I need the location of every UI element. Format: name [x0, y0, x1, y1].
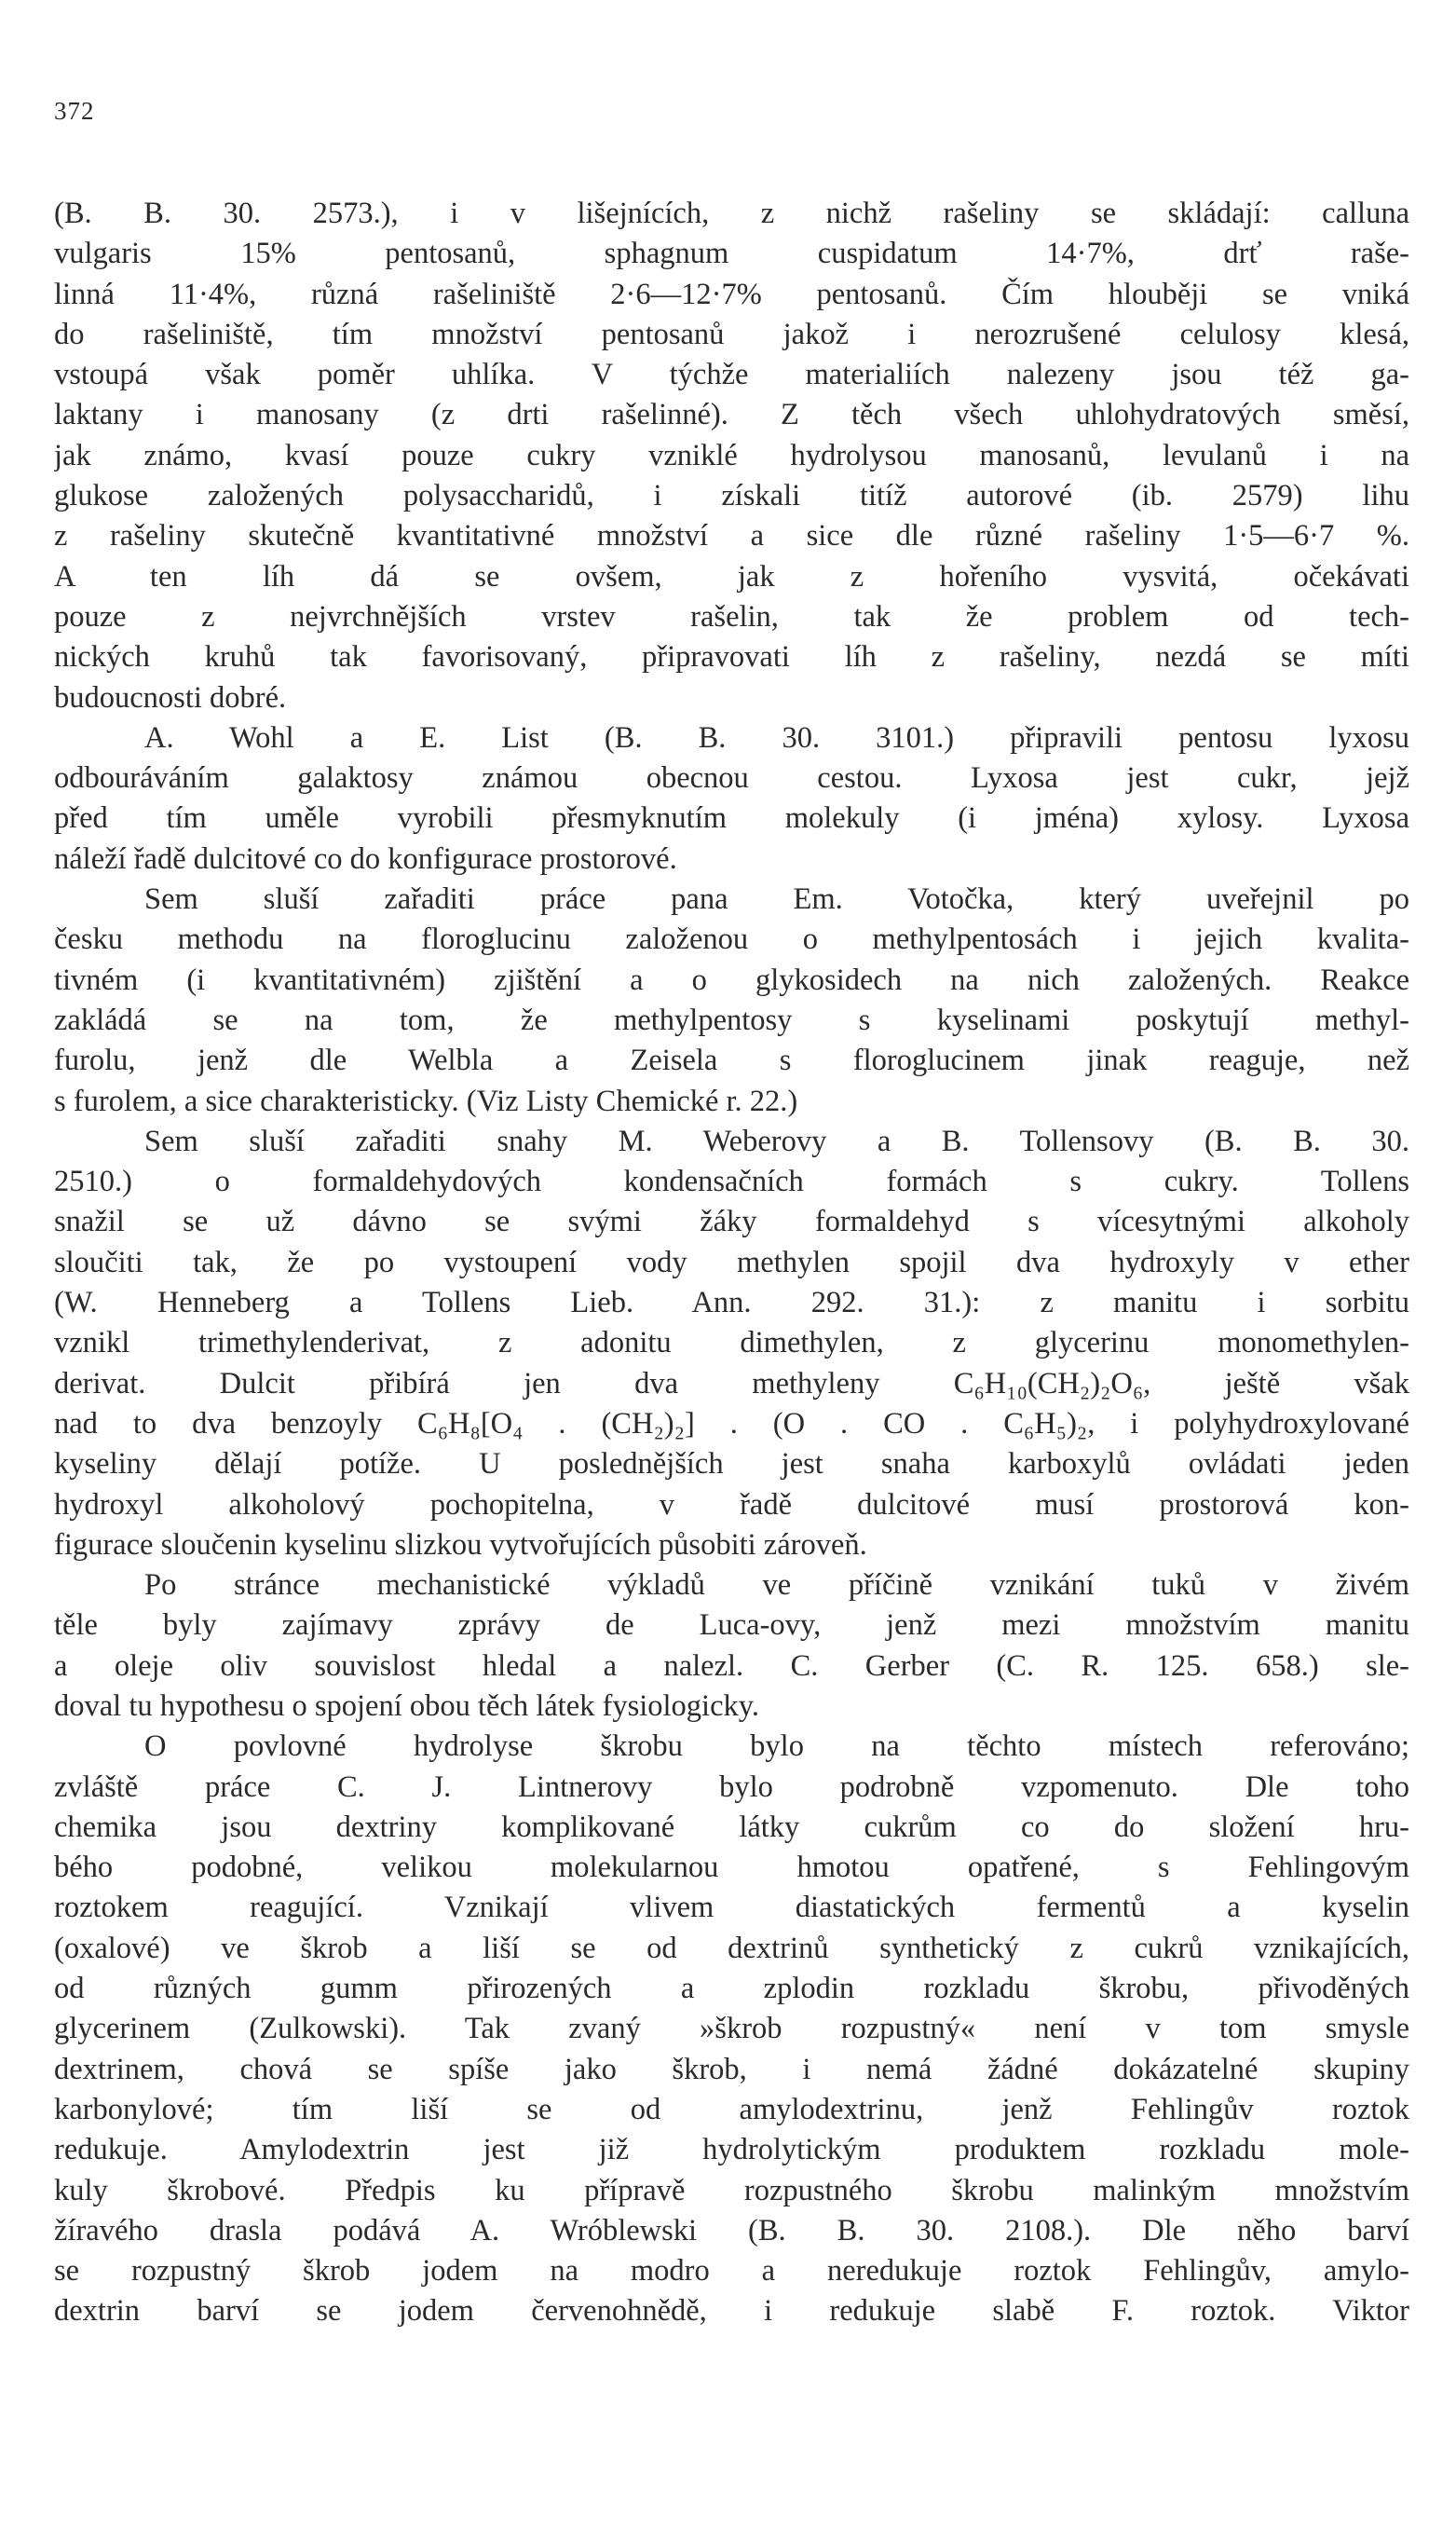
text-line: Sem sluší zařaditi snahy M. Weberovy a B. Tollensovy (B. B. 30. — [144, 1124, 1409, 1158]
text-line: do rašeliniště, tím množství pentosanů jakož i nerozrušené celulosy klesá, — [54, 317, 1409, 351]
text-line: a oleje oliv souvislost hledal a nalezl. C. Gerber (C. R. 125. 658.) sle- — [54, 1648, 1409, 1683]
text-line: zakládá se na tom, že methylpentosy s kyselinami poskytují methyl- — [54, 1003, 1409, 1037]
text-line: sloučiti tak, že po vystoupení vody methylen spojil dva hydroxyly v ether — [54, 1245, 1409, 1279]
text-line: vznikl trimethylenderivat, z adonitu dimethylen, z glycerinu monomethylen- — [54, 1326, 1409, 1360]
text-line: Po stránce mechanistické výkladů ve příčině vznikání tuků v živém — [144, 1568, 1409, 1603]
text-line: A. Wohl a E. List (B. B. 30. 3101.) připravili pentosu lyxosu — [144, 720, 1409, 755]
text-line: s furolem, a sice charakteristicky. (Viz Listy Chemické r. 22.) — [54, 1084, 798, 1118]
text-line: kuly škrobové. Předpis ku přípravě rozpustného škrobu malinkým množstvím — [54, 2173, 1409, 2207]
text-line: žíravého drasla podává A. Wróblewski (B. B. 30. 2108.). Dle něho barví — [54, 2213, 1409, 2247]
text-line: O povlovné hydrolyse škrobu bylo na těchto místech referováno; — [144, 1729, 1409, 1764]
text-line: z rašeliny skutečně kvantitativné množství a sice dle různé rašeliny 1·5—6·7 %. — [54, 519, 1409, 553]
text-line: laktany i manosany (z drti rašelinné). Z těch všech uhlohydratových směsí, — [54, 398, 1409, 432]
text-line: dextrin barví se jodem červenohnědě, i redukuje slabě F. roztok. Viktor — [54, 2294, 1409, 2329]
text-line: před tím uměle vyrobili přesmyknutím molekuly (i jména) xylosy. Lyxosa — [54, 801, 1409, 836]
body-text — [54, 194, 1409, 2332]
text-line: karbonylové; tím liší se od amylodextrinu, jenž Fehlingův roztok — [54, 2092, 1409, 2126]
text-line: vulgaris 15% pentosanů, sphagnum cuspidatum 14·7%, drť raše- — [54, 237, 1409, 271]
text-line: tivném (i kvantitativném) zjištění a o glykosidech na nich založených. Reakce — [54, 963, 1409, 997]
text-line: nických kruhů tak favorisovaný, připravovati líh z rašeliny, nezdá se míti — [54, 640, 1409, 675]
text-line: glukose založených polysaccharidů, i získali titíž autorové (ib. 2579) lihu — [54, 479, 1409, 513]
text-line: těle byly zajímavy zprávy de Luca-ovy, jenž mezi množstvím manitu — [54, 1608, 1409, 1643]
text-line: redukuje. Amylodextrin jest již hydrolytickým produktem rozkladu mole- — [54, 2133, 1409, 2167]
text-line: náleží řadě dulcitové co do konfigurace prostorové. — [54, 841, 677, 876]
text-line: (oxalové) ve škrob a liší se od dextrinů synthetický z cukrů vznikajících, — [54, 1931, 1409, 1965]
text-line: zvláště práce C. J. Lintnerovy bylo podrobně vzpomenuto. Dle toho — [54, 1769, 1409, 1804]
text-line: od různých gumm přirozených a zplodin rozkladu škrobu, přivoděných — [54, 1972, 1409, 2006]
text-line: dextrinem, chová se spíše jako škrob, i nemá žádné dokázatelné skupiny — [54, 2052, 1409, 2086]
text-line: (W. Henneberg a Tollens Lieb. Ann. 292. 31.): z manitu i sorbitu — [54, 1286, 1409, 1320]
text-line: 2510.) o formaldehydových kondensačních formách s cukry. Tollens — [54, 1165, 1409, 1199]
text-line: hydroxyl alkoholový pochopitelna, v řadě dulcitové musí prostorová kon- — [54, 1487, 1409, 1522]
text-line: vstoupá však poměr uhlíka. V týchže materialiích nalezeny jsou též ga- — [54, 358, 1409, 392]
text-line: snažil se už dávno se svými žáky formaldehyd s vícesytnými alkoholy — [54, 1205, 1409, 1239]
text-line: roztokem reagující. Vznikají vlivem diastatických fermentů a kyselin — [54, 1891, 1409, 1925]
text-line: odbouráváním galaktosy známou obecnou cestou. Lyxosa jest cukr, jejž — [54, 761, 1409, 796]
text-line: glycerinem (Zulkowski). Tak zvaný »škrob rozpustný« není v tom smysle — [54, 2012, 1409, 2046]
text-line: (B. B. 30. 2573.), i v lišejnících, z nichž rašeliny se skládají: calluna — [54, 197, 1409, 230]
text-line: kyseliny dělají potíže. U poslednějších jest snaha karboxylů ovládati jeden — [54, 1447, 1409, 1482]
text-line: se rozpustný škrob jodem na modro a neredukuje roztok Fehlingův, amylo- — [54, 2254, 1409, 2288]
text-line: bého podobné, velikou molekularnou hmotou opatřené, s Fehlingovým — [54, 1851, 1409, 1885]
text-line: Sem sluší zařaditi práce pana Em. Votočka, který uveřejnil po — [144, 882, 1409, 917]
page-number: 372 — [54, 97, 95, 125]
text-line: jak známo, kvasí pouze cukry vzniklé hydrolysou manosanů, levulanů i na — [54, 438, 1409, 472]
text-line: furolu, jenž dle Welbla a Zeisela s floroglucinem jinak reaguje, než — [54, 1044, 1409, 1078]
text-line: nad to dva benzoyly C₆H₈[O₄ . (CH₂)₂] . (O . CO . C₆H₅)₂, i polyhydroxylované — [54, 1406, 1409, 1441]
text-line: derivat. Dulcit přibírá jen dva methyleny C₆H₁₀(CH₂)₂O₆, ještě však — [54, 1366, 1409, 1400]
text-line: chemika jsou dextriny komplikované látky cukrům co do složení hru- — [54, 1810, 1409, 1844]
text-line: linná 11·4%, různá rašeliniště 2·6—12·7% pentosanů. Čím hlouběji se vniká — [54, 277, 1409, 311]
text-line: česku methodu na floroglucinu založenou o methylpentosách i jejich kvalita- — [54, 922, 1409, 957]
text-line: A ten líh dá se ovšem, jak z hořeního vysvitá, očekávati — [54, 559, 1409, 594]
text-line: budoucnosti dobré. — [54, 680, 287, 715]
text-line: figurace sloučenin kyselinu slizkou vytvořujících působiti zároveň. — [54, 1527, 867, 1562]
text-line: pouze z nejvrchnějších vrstev rašelin, tak že problem od tech- — [54, 599, 1409, 634]
text-line: doval tu hypothesu o spojení obou těch látek fysiologicky. — [54, 1688, 760, 1723]
